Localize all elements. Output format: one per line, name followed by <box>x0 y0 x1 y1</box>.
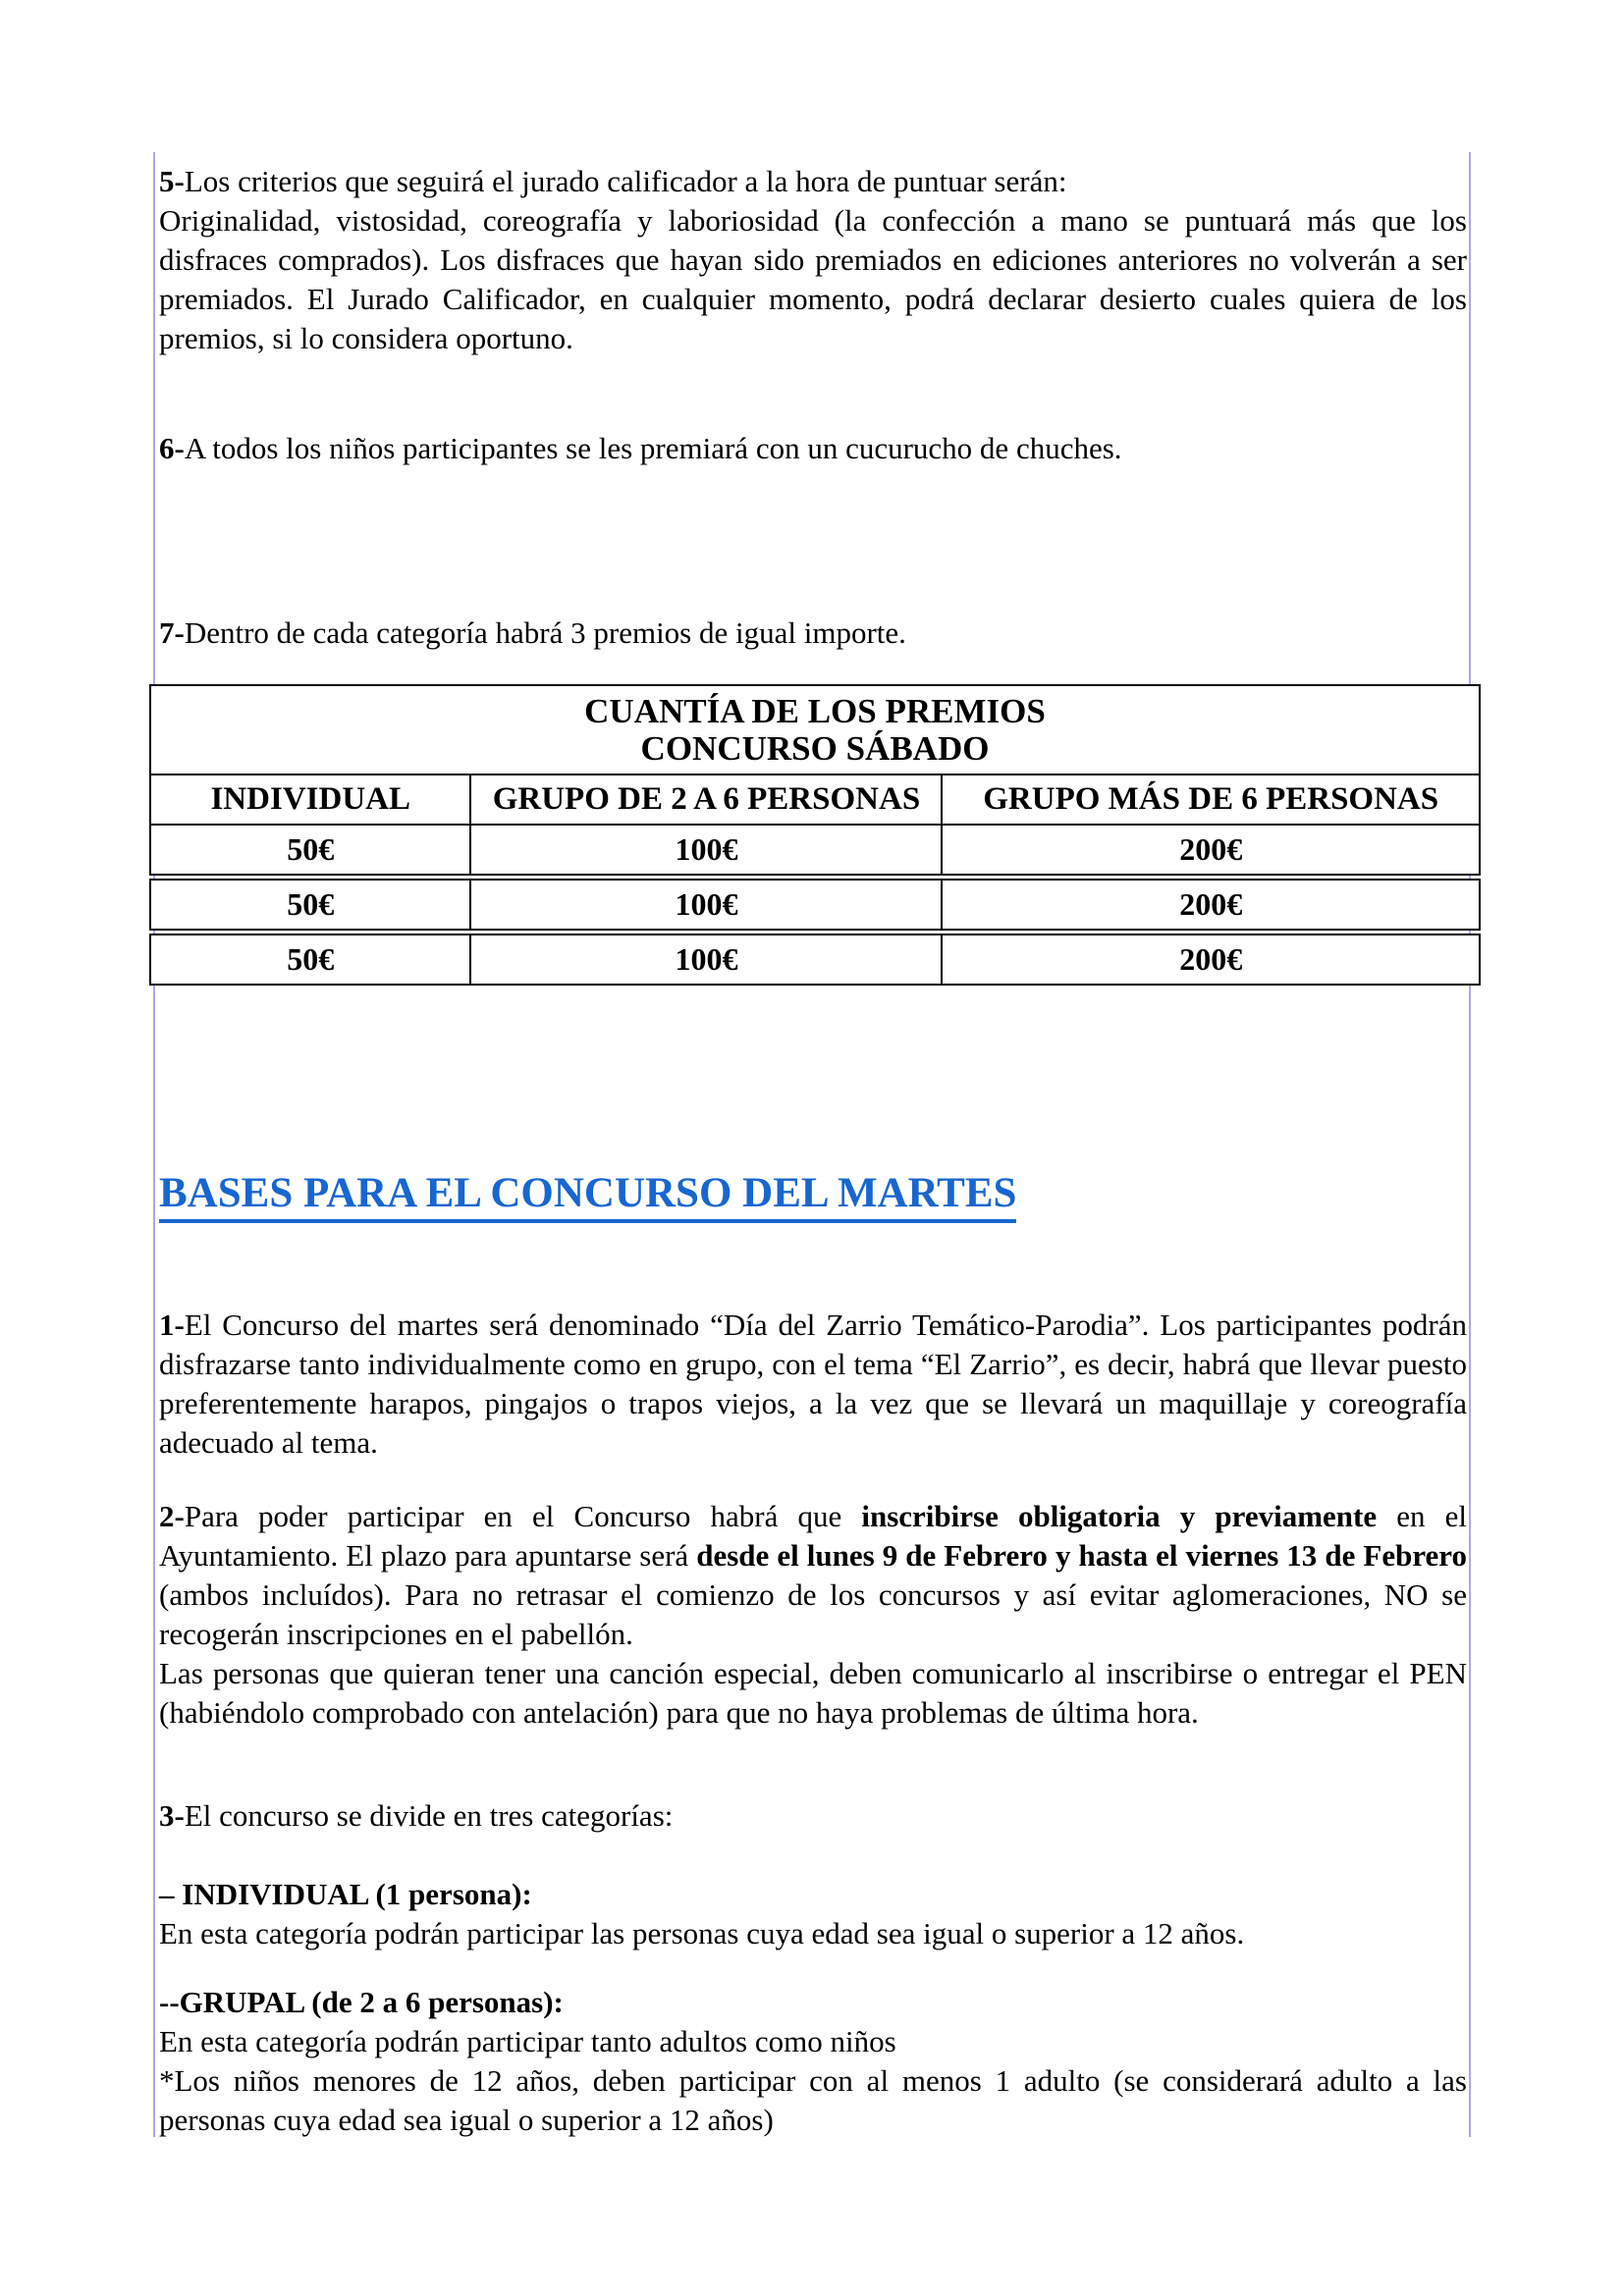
prize-table <box>149 684 1481 986</box>
prize-table-header-row <box>149 775 1481 826</box>
text-frame-right-border <box>1469 152 1471 2137</box>
prize-table-title-row <box>149 684 1481 775</box>
paragraph-5-body <box>159 201 1467 358</box>
paragraph-text: Las personas que quieran tener una canción especial, deben comunicarlo al inscribirse o entregar el PEN (habiéndolo comprobado con antelación) para que no haya problemas de última hora. <box>159 1656 1467 1730</box>
paragraph-text: A todos los niños participantes se les premiará con un cucurucho de chuches. <box>184 431 1122 465</box>
prize-cell: 100€ <box>469 826 941 874</box>
item-number: 5- <box>159 164 185 198</box>
paragraph-text-bold: desde el lunes 9 de Febrero y hasta el viernes 13 de Febrero <box>696 1538 1467 1573</box>
prize-cell: 50€ <box>287 941 335 977</box>
paragraph-7 <box>159 614 1467 653</box>
paragraph-6 <box>159 429 1467 468</box>
paragraph-text: Los criterios que seguirá el jurado calificador a la hora de puntuar serán: <box>184 164 1067 198</box>
category-grupal-body-line1: En esta categoría podrán participar tanto adultos como niños <box>159 2024 896 2058</box>
category-individual-title: – INDIVIDUAL (1 persona): <box>159 1877 532 1911</box>
prize-table-row <box>149 879 1481 931</box>
section-heading <box>159 1170 1467 1223</box>
column-header-grupo-mas-6: GRUPO MÁS DE 6 PERSONAS <box>941 775 1479 824</box>
prize-cell: 200€ <box>941 881 1479 929</box>
paragraph-text: Originalidad, vistosidad, coreografía y laboriosidad (la confección a mano se puntuará más que los disfraces comprados). Los disfraces que hayan sido premiados en ediciones anteriores no volverán a ser premiados. El Jurado Calificador, en cualquier momento, podrá declarar desierto cuales quiera de los premios, si lo considera oportuno. <box>159 203 1467 355</box>
prize-table-title-line2: CONCURSO SÁBADO <box>640 729 990 768</box>
item-number: 3- <box>159 1798 185 1833</box>
paragraph-5-intro <box>159 162 1467 201</box>
category-grupal-body-line2: *Los niños menores de 12 años, deben participar con al menos 1 adulto (se considerará adulto a las personas cuya edad sea igual o superior a 12 años) <box>159 2063 1467 2137</box>
paragraph-text: Para poder participar en el Concurso habrá que <box>184 1499 862 1533</box>
paragraph-2-continuation <box>159 1654 1467 1733</box>
paragraph-text: en el Ayuntamiento. El plazo para apuntarse será <box>159 1499 1467 1573</box>
paragraph-3 <box>159 1796 1467 1836</box>
paragraph-2 <box>159 1497 1467 1654</box>
item-number: 1- <box>159 1308 185 1342</box>
item-number: 7- <box>159 615 185 650</box>
paragraph-text: (ambos incluídos). Para no retrasar el comienzo de los concursos y así evitar aglomeraciones, NO se recogerán inscripciones en el pabellón. <box>159 1577 1467 1651</box>
prize-table-title-line1: CUANTÍA DE LOS PREMIOS <box>584 692 1046 730</box>
category-individual-body: En esta categoría podrán participar las personas cuya edad sea igual o superior a 12 años. <box>159 1916 1245 1950</box>
paragraph-text: El Concurso del martes será denominado “Día del Zarrio Temático-Parodia”. Los participantes podrán disfrazarse tanto individualmente como en grupo, con el tema “El Zarrio”, es decir, habrá que llevar puesto preferentemente harapos, pingajos o trapos viejos, a la vez que se llevará un maquillaje y coreografía adecuado al tema. <box>159 1308 1467 1460</box>
paragraph-text: Dentro de cada categoría habrá 3 premios de igual importe. <box>184 615 906 650</box>
item-number: 6- <box>159 431 185 465</box>
prize-table-row <box>149 826 1481 876</box>
prize-cell: 100€ <box>469 935 941 984</box>
prize-table-row <box>149 934 1481 986</box>
column-header-individual: INDIVIDUAL <box>210 781 410 817</box>
paragraph-text-bold: inscribirse obligatoria y previamente <box>861 1499 1378 1533</box>
paragraph-1 <box>159 1306 1467 1463</box>
item-number: 2- <box>159 1499 185 1533</box>
paragraph-text: El concurso se divide en tres categorías: <box>184 1798 674 1833</box>
category-grupal-title: --GRUPAL (de 2 a 6 personas): <box>159 1985 564 2019</box>
prize-cell: 50€ <box>287 886 335 922</box>
prize-cell: 200€ <box>941 826 1479 874</box>
document-content <box>159 0 1467 2296</box>
prize-cell: 50€ <box>287 831 335 867</box>
text-frame-left-border <box>153 152 155 2137</box>
column-header-grupo-2-6: GRUPO DE 2 A 6 PERSONAS <box>469 775 941 824</box>
prize-cell: 200€ <box>941 935 1479 984</box>
section-heading-text: BASES PARA EL CONCURSO DEL MARTES <box>159 1170 1016 1223</box>
prize-cell: 100€ <box>469 881 941 929</box>
